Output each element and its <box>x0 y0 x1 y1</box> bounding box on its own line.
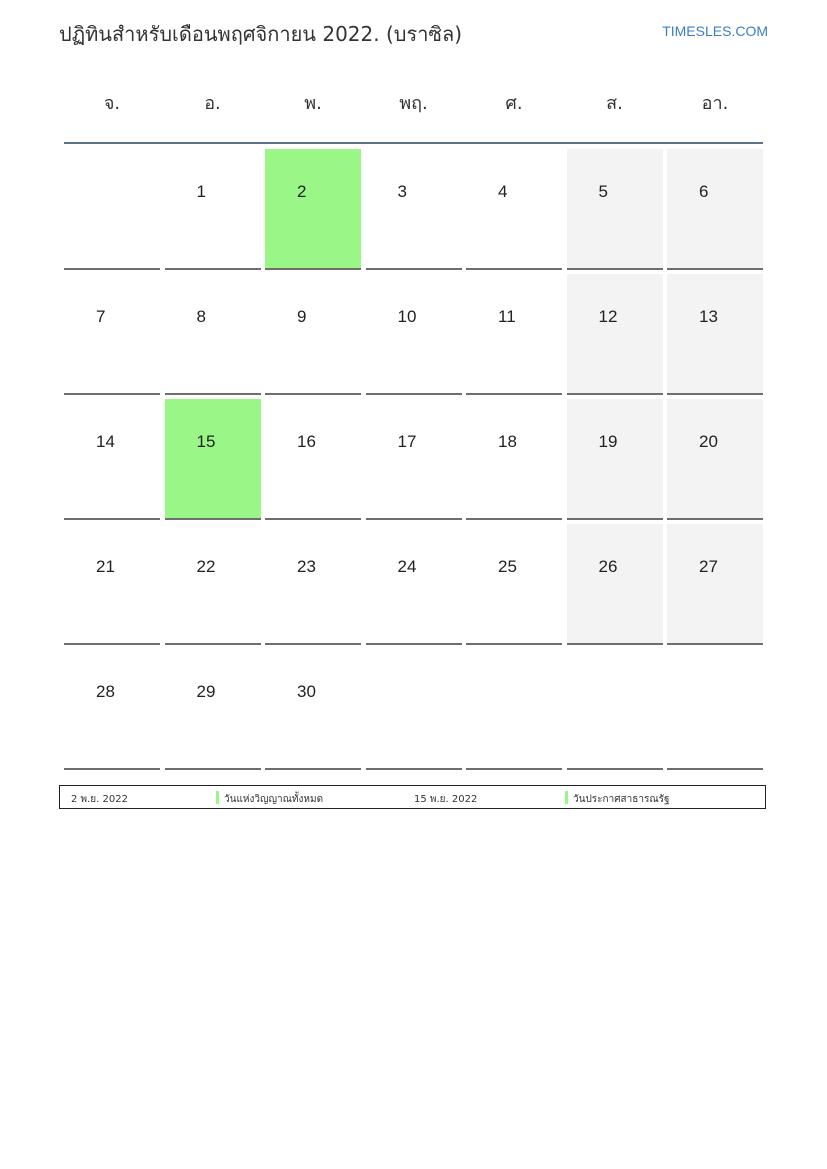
day-cell <box>165 274 261 395</box>
day-number: 13 <box>699 307 718 326</box>
day-cell <box>466 274 562 395</box>
day-cell <box>366 524 462 645</box>
day-number: 9 <box>297 307 307 326</box>
day-number: 29 <box>196 682 216 701</box>
day-cell <box>567 149 663 270</box>
day-cell <box>64 399 160 520</box>
day-cell <box>265 149 361 270</box>
brand-link[interactable]: TIMESLES.COM <box>662 23 768 39</box>
day-number: 16 <box>297 432 316 451</box>
day-number: 7 <box>96 307 106 326</box>
day-number: 14 <box>96 432 115 451</box>
day-number: 19 <box>598 432 618 451</box>
day-cell <box>366 149 462 270</box>
day-number: 2 <box>297 182 307 201</box>
day-cell <box>265 524 361 645</box>
weekday-thu: พฤ. <box>399 93 428 114</box>
legend-holiday-name: วันแห่งวิญญาณทั้งหมด <box>224 794 324 805</box>
day-cell <box>265 274 361 395</box>
day-number: 23 <box>297 557 316 576</box>
holiday-legend <box>59 785 766 809</box>
day-number: 26 <box>598 557 618 576</box>
day-cell <box>165 649 261 770</box>
empty-day-cell <box>667 649 763 770</box>
day-number: 18 <box>498 432 517 451</box>
empty-day-cell <box>366 649 462 770</box>
day-number: 24 <box>397 557 417 576</box>
day-number: 20 <box>699 432 718 451</box>
day-cell <box>165 149 261 270</box>
day-cell <box>667 524 763 645</box>
day-number: 10 <box>397 307 417 326</box>
day-cell <box>466 524 562 645</box>
weekday-tue: อ. <box>204 93 221 114</box>
day-number: 27 <box>699 557 718 576</box>
day-cell <box>64 274 160 395</box>
day-number: 3 <box>397 182 407 201</box>
day-cell <box>667 399 763 520</box>
day-number: 8 <box>196 307 206 326</box>
day-number: 30 <box>297 682 316 701</box>
day-number: 22 <box>196 557 216 576</box>
weekday-wed: พ. <box>304 93 322 114</box>
weekday-mon: จ. <box>103 93 121 114</box>
empty-day-cell <box>64 149 160 270</box>
day-number: 11 <box>498 307 516 326</box>
day-cell <box>567 399 663 520</box>
day-cell <box>165 524 261 645</box>
holiday-color-swatch <box>565 791 568 804</box>
empty-day-cell <box>466 649 562 770</box>
calendar-grid <box>64 149 763 770</box>
day-cell <box>265 399 361 520</box>
day-cell <box>366 274 462 395</box>
legend-date: 15 พ.ย. 2022 <box>414 794 478 805</box>
day-number: 15 <box>196 432 216 451</box>
day-number: 25 <box>498 557 517 576</box>
weekday-header <box>64 86 763 142</box>
day-cell <box>366 399 462 520</box>
day-cell <box>567 524 663 645</box>
day-number: 1 <box>196 182 206 201</box>
day-cell <box>567 274 663 395</box>
day-number: 5 <box>598 182 608 201</box>
day-cell <box>265 649 361 770</box>
weekday-sun: อา. <box>701 93 729 114</box>
page-title: ปฏิทินสำหรับเดือนพฤศจิกายน 2022. (บราซิล) <box>59 22 463 46</box>
day-cell <box>667 149 763 270</box>
weekday-sat: ส. <box>606 93 623 114</box>
day-cell <box>165 399 261 520</box>
holiday-color-swatch <box>216 791 219 804</box>
day-cell <box>466 399 562 520</box>
header-divider <box>64 142 763 144</box>
day-cell <box>466 149 562 270</box>
day-cell <box>64 524 160 645</box>
day-cell <box>667 274 763 395</box>
legend-holiday-name: วันประกาศสาธารณรัฐ <box>573 794 670 805</box>
weekday-fri: ศ. <box>505 93 523 114</box>
legend-date: 2 พ.ย. 2022 <box>71 794 128 805</box>
day-number: 28 <box>96 682 115 701</box>
day-cell <box>64 649 160 770</box>
day-number: 6 <box>699 182 709 201</box>
day-number: 21 <box>96 557 115 576</box>
empty-day-cell <box>567 649 663 770</box>
day-number: 17 <box>397 432 417 451</box>
day-number: 4 <box>498 182 508 201</box>
day-number: 12 <box>598 307 618 326</box>
